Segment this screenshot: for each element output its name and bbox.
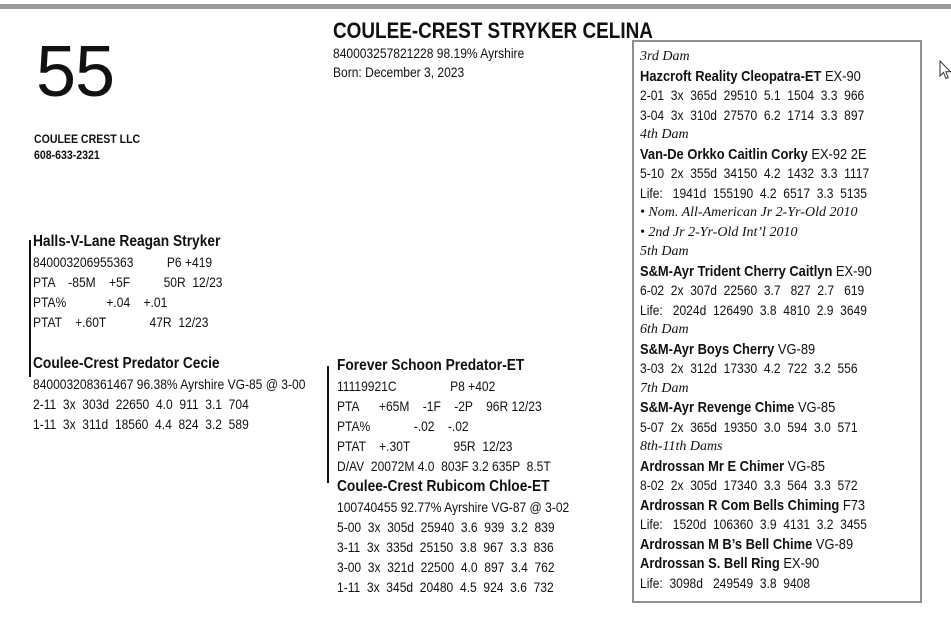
dam-production-record: 5-07 2x 365d 19350 3.0 594 3.0 571 [640,418,858,435]
consignor-phone: 608-633-2321 [34,148,100,162]
dam-ancestor [640,398,885,418]
maternal-grandsire-block [337,356,586,476]
dam-production-record: Life: 2024d 126490 3.8 4810 2.9 3649 [640,301,867,318]
dam-production-record: 3-04 3x 310d 27570 6.2 1714 3.3 897 [640,106,865,123]
maternal-grandsire-line: PTAT +.30T 95R 12/23 [337,438,513,454]
dam-ancestor-classification: VG-85 [797,399,836,416]
maternal-granddam-line: 100740455 92.77% Ayrshire VG-87 @ 3-02 [337,499,570,515]
dam-production-record: 3-03 2x 312d 17330 4.2 722 3.2 556 [640,360,858,376]
sire-line: 840003206955363 P6 +419 [33,254,213,270]
dam-ancestor-name: Van-De Orkko Caitlin Corky [640,145,808,163]
dam-ancestor-name: Ardrossan M B’s Bell Chime [640,535,813,553]
dam-ancestor-classification: EX-92 2E [811,145,867,163]
dam-ancestor [640,262,885,282]
dam-production-record: 8-02 2x 305d 17340 3.3 564 3.3 572 [640,477,858,493]
maternal-granddam-line: 1-11 3x 345d 20480 4.5 924 3.6 732 [337,579,554,595]
sire-name: Halls-V-Lane Reagan Stryker [33,233,221,250]
sire-line: PTA -85M +5F 50R 12/23 [33,274,223,290]
dam-ancestor-classification: EX-90 [835,262,872,280]
dam-ancestor [640,67,885,87]
maternal-grandsire-line: 11119921C P8 +402 [337,378,496,394]
dam-ancestor-classification: VG-85 [787,457,825,475]
dam-ancestor-name: Ardrossan R Com Bells Chiming [640,496,840,514]
dam-ancestor [640,496,885,516]
consignor [34,131,140,163]
maternal-grandsire-line: PTA% -.02 -.02 [337,418,469,434]
dam-production-record: Life: 1941d 155190 4.2 6517 3.3 5135 [640,184,867,201]
maternal-granddam-line: 5-00 3x 305d 25940 3.6 939 3.2 839 [337,519,555,535]
dam-generation-heading: 7th Dam [640,380,689,396]
dam-generation-heading: 6th Dam [640,322,689,337]
dam-ancestor [640,145,885,165]
dam-ancestor-name: S&M-Ayr Boys Cherry [640,340,775,358]
dam-ancestor [640,554,885,574]
dam-ancestor [640,457,885,477]
dam-ancestor-name: S&M-Ayr Revenge Chime [640,399,795,416]
lot-number: 55 [36,32,115,112]
sire-line: PTA% +.04 +.01 [33,294,168,310]
dam-pedigree-list [640,47,925,593]
sire-block [33,232,253,332]
dam-generation-heading: 3rd Dam [640,49,690,64]
maternal-granddam-block [337,477,607,597]
maternal-granddam-name: Coulee-Crest Rubicom Chloe-ET [337,478,550,495]
dam-line: 840003208361467 96.38% Ayrshire VG-85 @ 3-00 [33,376,306,392]
dam-line: 2-11 3x 303d 22650 4.0 911 3.1 704 [33,396,249,412]
maternal-grandsire-line: PTA +65M -1F -2P 96R 12/23 [337,398,542,414]
dam-ancestor-classification: EX-90 [783,555,820,572]
dam-ancestor [640,340,885,360]
dam-honor-note: • Nom. All-American Jr 2-Yr-Old 2010 [640,205,858,220]
mouse-pointer-icon [939,60,951,80]
dam-ancestor-name: Ardrossan S. Bell Ring [640,555,780,572]
top-rule [0,4,951,9]
sire-line: PTAT +.60T 47R 12/23 [33,314,209,330]
consignor-name: COULEE CREST LLC [34,132,141,146]
animal-birth-date: Born: December 3, 2023 [333,64,465,80]
dam-block [33,354,350,434]
dam-production-record: Life: 3098d 249549 3.8 9408 [640,574,811,591]
dam-production-record: 2-01 3x 365d 29510 5.1 1504 3.3 966 [640,87,865,103]
dam-generation-heading: 5th Dam [640,244,689,259]
dam-ancestor-name: Hazcroft Reality Cleopatra-ET [640,67,822,85]
dam-production-record: 5-10 2x 355d 34150 4.2 1432 3.3 1117 [640,165,870,181]
dam-name: Coulee-Crest Predator Cecie [33,355,220,372]
dam-ancestor-name: Ardrossan Mr E Chimer [640,457,785,475]
dam-ancestor-classification: VG-89 [815,535,854,553]
dam-production-record: Life: 1520d 106360 3.9 4131 3.2 3455 [640,516,867,532]
dam-ancestor-classification: VG-89 [777,340,816,358]
animal-name: COULEE-CREST STRYKER CELINA [333,18,653,43]
dam-honor-note: • 2nd Jr 2-Yr-Old Int’l 2010 [640,224,798,240]
maternal-grandsire-line: D/AV 20072M 4.0 803F 3.2 635P 8.5T [337,458,551,474]
dam-ancestor-classification: EX-90 [824,67,861,85]
dam-ancestor [640,535,885,555]
dam-ancestor-classification: F73 [842,496,866,514]
animal-registration: 840003257821228 98.19% Ayrshire [333,45,525,61]
dam-production-record: 6-02 2x 307d 22560 3.7 827 2.7 619 [640,282,865,298]
dam-generation-heading: 4th Dam [640,127,689,142]
maternal-grandsire-name: Forever Schoon Predator-ET [337,357,525,374]
dam-ancestor-name: S&M-Ayr Trident Cherry Caitlyn [640,262,833,280]
maternal-granddam-line: 3-00 3x 321d 22500 4.0 897 3.4 762 [337,559,555,575]
dam-line: 1-11 3x 311d 18560 4.4 824 3.2 589 [33,416,249,432]
pedigree-bracket-left [29,240,31,377]
dam-generation-heading: 8th-11th Dams [640,439,723,454]
maternal-granddam-line: 3-11 3x 335d 25150 3.8 967 3.3 836 [337,539,554,555]
